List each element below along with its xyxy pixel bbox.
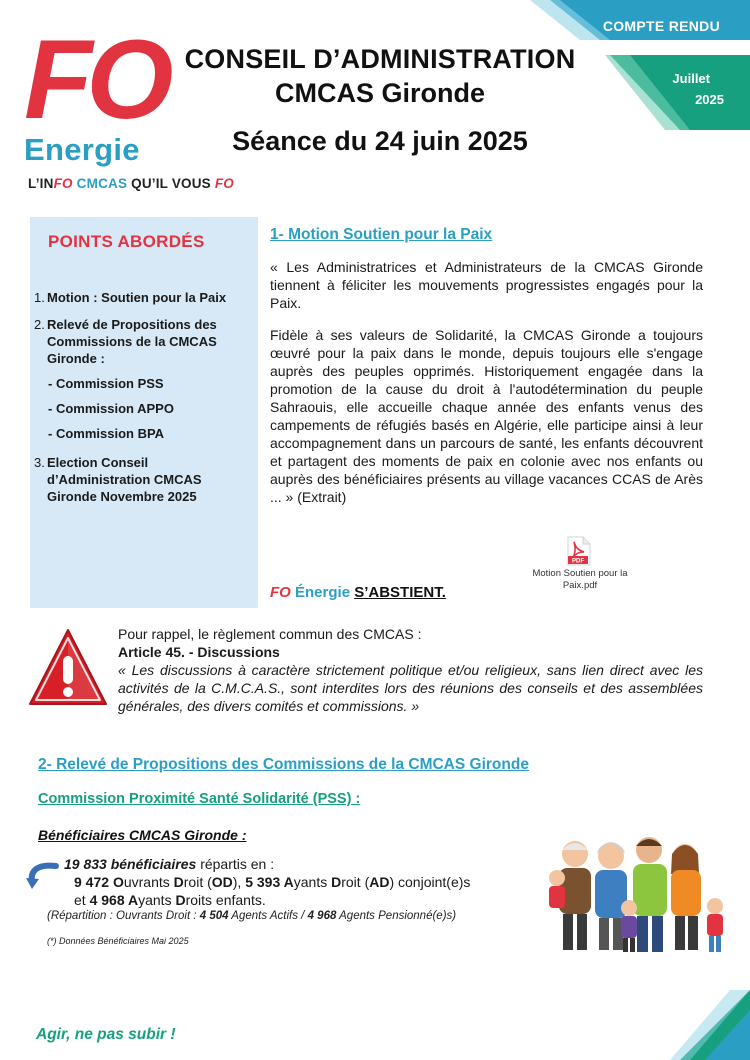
- list-item: 3. Election Conseil d’Administration CMCAS Gironde Novembre 2025: [34, 455, 202, 504]
- beneficiaries-title: Bénéficiaires CMCAS Gironde :: [38, 827, 247, 843]
- bottom-corner-decoration: [660, 990, 750, 1060]
- pdf-attachment-link[interactable]: Motion Soutien pour la Paix.pdf: [532, 568, 628, 591]
- svg-text:PDF: PDF: [572, 558, 584, 565]
- fo-logo-text: FO: [24, 17, 168, 142]
- repartition-note: (Répartition : Ouvrants Droit : 4 504 Agents Actifs / 4 968 Agents Pensionné(e)s): [47, 910, 457, 922]
- section2-heading: 2- Relevé de Propositions des Commissions de la CMCAS Gironde: [38, 756, 529, 773]
- data-source-note: (*) Données Bénéficiaires Mai 2025: [47, 936, 189, 946]
- sub-item: - Commission PSS: [48, 376, 164, 391]
- article-quote: « Les discussions à caractère strictement politique et/ou religieux, sans lien direct avec les activités de la C.M.C.A.S., sont interdites lors des réunions des conseils et des assemblées générales, des divers comités et commissions. »: [118, 662, 703, 714]
- points-panel: [30, 217, 258, 608]
- beneficiaries-total: 19 833 bénéficiaires répartis en :: [64, 856, 275, 872]
- ouvrants-droit-line: 9 472 Ouvrants Droit (OD), 5 393 Ayants Droit (AD) conjoint(e)s: [74, 874, 471, 890]
- points-title: POINTS ABORDÉS: [48, 232, 205, 251]
- family-illustration: [545, 830, 730, 958]
- points-list: [34, 289, 254, 515]
- beneficiaries-breakdown: [64, 855, 470, 909]
- issue-year: 2025: [695, 92, 724, 107]
- energie-logo-text: Energie: [24, 132, 140, 167]
- motion-paragraph-2: Fidèle à ses valeurs de Solidarité, la CMCAS Gironde a toujours œuvré pour la paix dans le monde, depuis toujours elle s'engage auprès des peuples opprimés. Historiquement engagée dans la promotion de la cause du droit à l'autodétermination du peuple Sahraouis, elle accueille chaque année des enfants venus des campements de réfugiés basés en Algérie, elle participe ainsi à leur accompagnement dans un parcours de santé, les enfants découvrent et partagent des moments de paix en colonie avec nos enfants ou auprès des bénéficiaires présents au village vacances CCAS de Arès ... » (Extrait): [270, 327, 703, 505]
- page-subtitle: CMCAS Gironde: [274, 78, 485, 108]
- page-title: CONSEIL D’ADMINISTRATION: [184, 44, 576, 74]
- curved-arrow-icon: [26, 862, 60, 890]
- session-date: Séance du 24 juin 2025: [232, 126, 528, 156]
- commission-heading: Commission Proximité Santé Solidarité (PSS) :: [38, 791, 361, 807]
- motion-paragraph-1: « Les Administratrices et Administrateurs de la CMCAS Gironde tiennent à féliciter les mouvements progressistes engagés pour la Paix.: [270, 259, 703, 311]
- reminder-block: [118, 625, 703, 715]
- vote-result: FO Énergie S’ABSTIENT.: [270, 584, 446, 601]
- sub-item: - Commission BPA: [48, 426, 165, 441]
- issue-month: Juillet: [672, 71, 710, 86]
- ayants-droit-enfants-line: et 4 968 Ayants Droits enfants.: [74, 892, 266, 908]
- warning-icon: [28, 626, 108, 712]
- compte-rendu-badge: COMPTE RENDU: [602, 18, 720, 34]
- pdf-icon[interactable]: [566, 536, 592, 566]
- list-item: 1. Motion : Soutien pour la Paix: [34, 290, 227, 305]
- fo-logo: [22, 17, 168, 142]
- tagline: L’INFO CMCAS QU’IL VOUS FO: [28, 176, 234, 191]
- motion-heading: 1- Motion Soutien pour la Paix: [270, 226, 493, 243]
- reminder-intro: Pour rappel, le règlement commun des CMCAS :: [118, 626, 422, 642]
- list-item: 2. Relevé de Propositions des Commissions de la CMCAS Gironde :: [34, 317, 217, 366]
- footer-slogan: Agir, ne pas subir !: [36, 1026, 176, 1043]
- sub-item: - Commission APPO: [48, 401, 174, 416]
- article-title: Article 45. - Discussions: [118, 644, 280, 660]
